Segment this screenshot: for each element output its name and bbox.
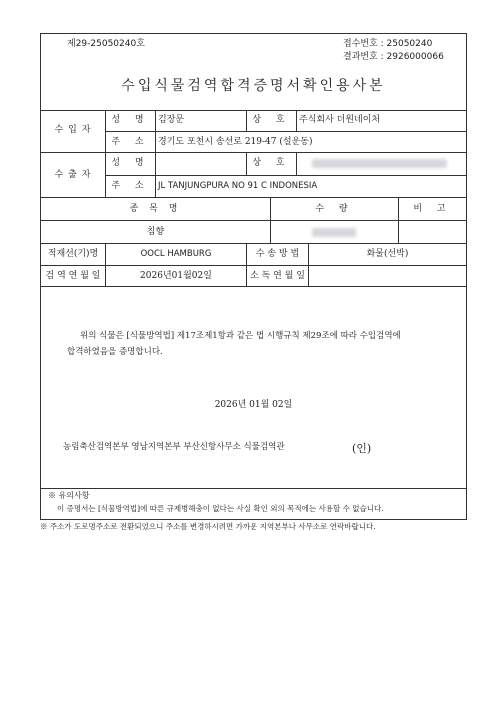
- issue-date: 2026년 01월 02일: [214, 400, 293, 410]
- vessel-label: 적재선(기)명: [47, 249, 99, 259]
- document-number: 제29-25050240호: [67, 39, 145, 49]
- transport-method-label: 수 송 방 법: [255, 249, 300, 259]
- importer-trade-label: 상 호: [252, 115, 291, 125]
- inspection-date-label: 검 역 연 월 일: [45, 271, 101, 281]
- quantity-value-redacted: [312, 228, 356, 237]
- footer-notice: ※ 주소가 도로명주소로 전환되었으니 주소를 변경하시려면 가까운 지역본부나 사무소로 연락바랍니다.: [40, 522, 376, 531]
- transport-method-value: 화물(선박): [366, 249, 409, 259]
- notes-heading: ※ 유의사항: [48, 491, 90, 500]
- notes-text: 이 증명서는 [식물방역법]에 따른 규제병해충이 없다는 사실 확인 외의 목적에는 사용할 수 없습니다.: [57, 504, 384, 513]
- certification-text-line2: 합격하였음을 증명합니다.: [67, 347, 163, 357]
- importer-section-label: 수 입 자: [54, 125, 92, 135]
- remarks-header: 비 고: [413, 204, 452, 214]
- importer-trade-value: 주식회사 더원네이처: [299, 115, 381, 125]
- result-number: 결과번호 : 2926000066: [343, 52, 444, 62]
- certification-text-line1: 위의 식물은 [식물방역법] 제17조제1항과 같은 법 시행규칙 제29조에 따라 수입검역에: [80, 331, 401, 341]
- importer-address-value: 경기도 포천시 송선로 219-47 (설운동): [158, 137, 313, 147]
- exporter-name-label: 성 명: [111, 158, 150, 168]
- issuer-name: 농림축산검역본부 영남지역본부 부산신항사무소 식물검역관: [63, 442, 285, 452]
- exporter-address-value: JL TANJUNGPURA NO 91 C INDONESIA: [158, 181, 318, 191]
- quantity-header: 수 량: [315, 204, 354, 214]
- vessel-value: OOCL HAMBURG: [140, 249, 212, 259]
- page-title: 수입식물검역합격증명서확인용사본: [121, 78, 386, 94]
- receipt-number: 접수번호 : 25050240: [343, 39, 433, 49]
- item-name-header: 종 목 명: [129, 204, 182, 214]
- importer-name-value: 김장문: [158, 115, 185, 125]
- exporter-section-label: 수 출 자: [54, 170, 92, 180]
- importer-name-label: 성 명: [111, 115, 150, 125]
- official-seal-mark: (인): [352, 442, 372, 455]
- item-name-value: 침향: [146, 227, 165, 237]
- inspection-date-value: 2026년01월02일: [140, 271, 212, 281]
- disinfection-date-label: 소 독 연 월 일: [250, 271, 305, 281]
- exporter-address-label: 주 소: [111, 181, 150, 191]
- exporter-trade-label: 상 호: [252, 158, 291, 168]
- exporter-trade-value-redacted: [312, 159, 447, 168]
- importer-address-label: 주 소: [111, 137, 150, 147]
